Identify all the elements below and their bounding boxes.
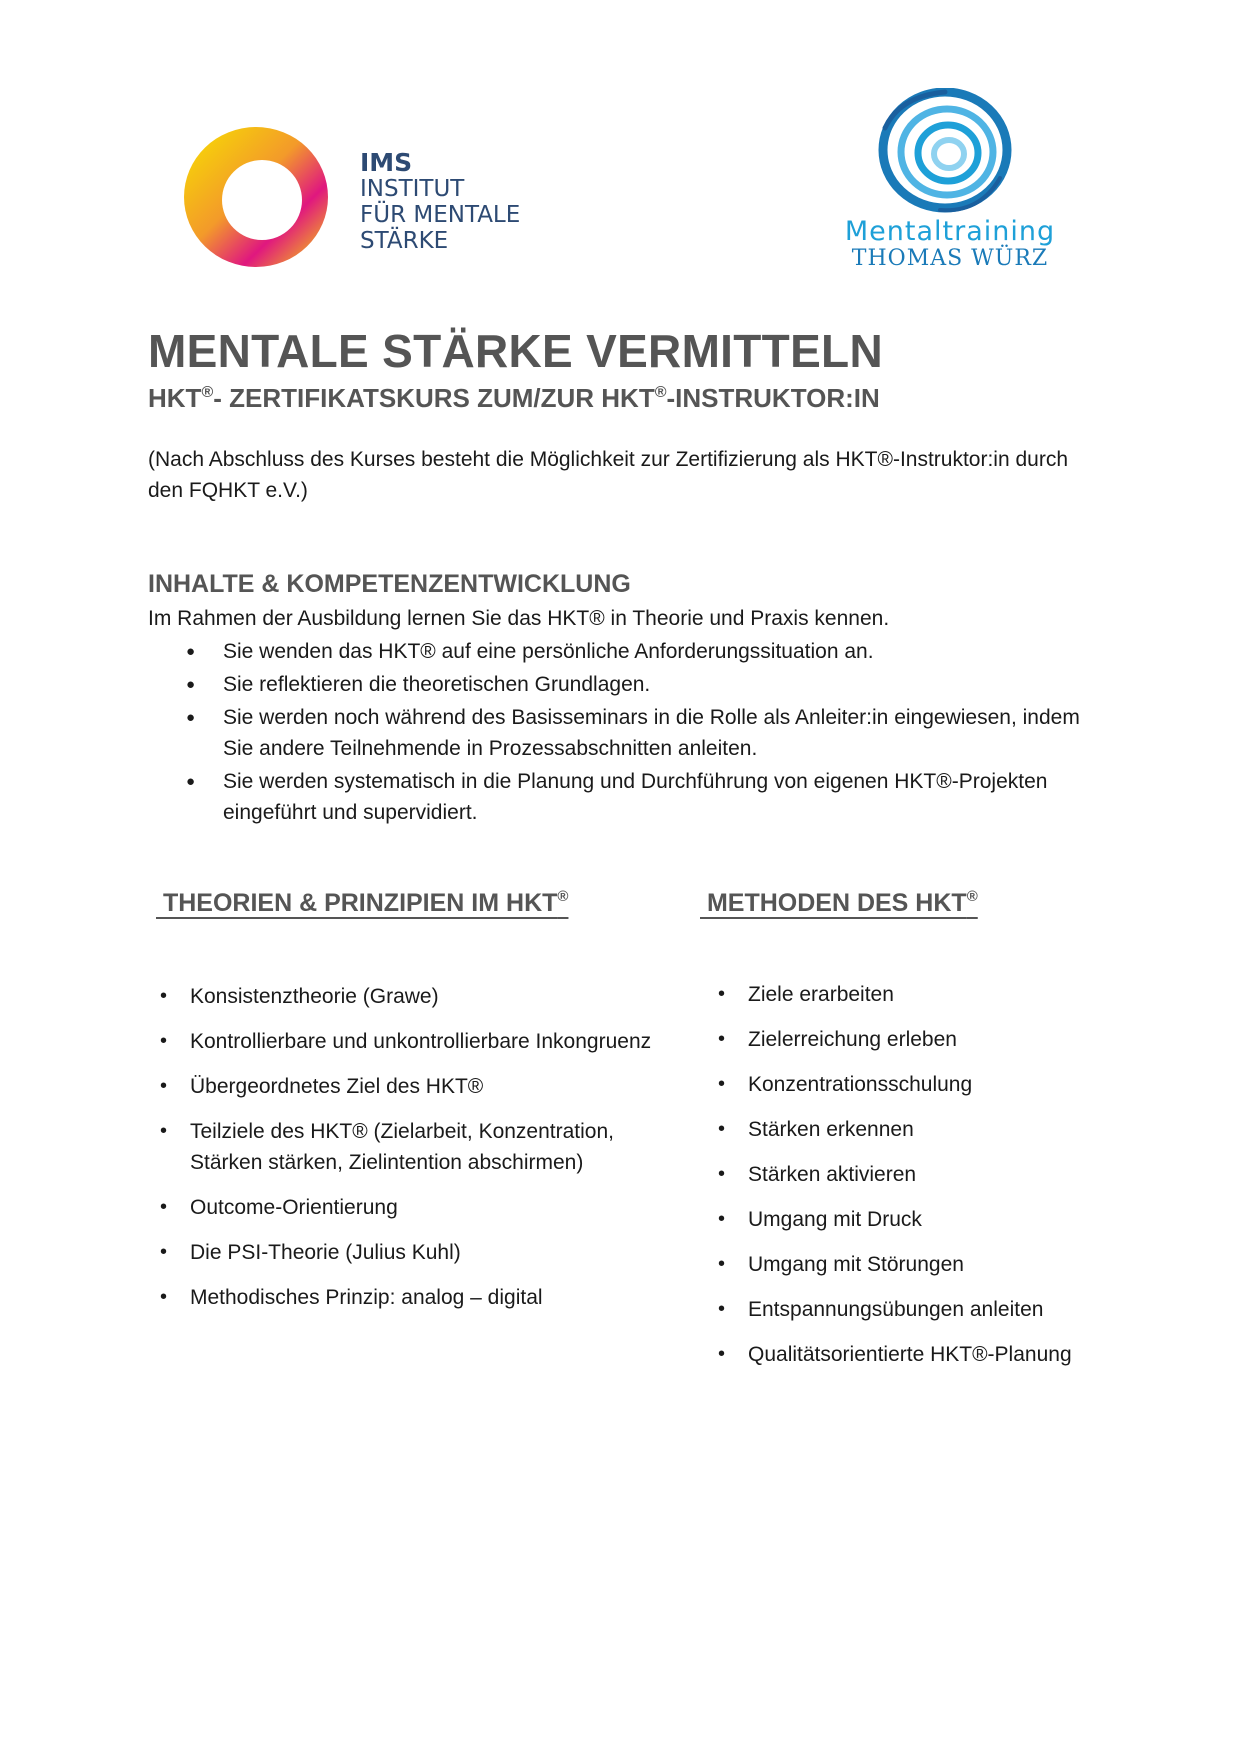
list-item: • Die PSI-Theorie (Julius Kuhl) <box>158 1237 678 1268</box>
list-item: • Stärken erkennen <box>716 1114 1086 1145</box>
methoden-list <box>716 979 1086 1384</box>
list-item: • Kontrollierbare und unkontrollierbare Inkongruenz <box>158 1026 678 1057</box>
list-item: • Outcome-Orientierung <box>158 1192 678 1223</box>
list-item: • Methodisches Prinzip: analog – digital <box>158 1282 678 1313</box>
ims-line-3: STÄRKE <box>360 228 449 254</box>
section-heading-inhalte: INHALTE & KOMPETENZENTWICKLUNG <box>148 570 631 598</box>
methoden-heading-text: METHODEN DES HKT <box>700 889 967 917</box>
ims-logo-ring <box>176 120 336 275</box>
certification-note: (Nach Abschluss des Kurses besteht die Möglichkeit zur Zertifizierung als HKT®-Instruktor:in durch den FQHKT e.V.) <box>148 448 1069 502</box>
list-item: • Ziele erarbeiten <box>716 979 1086 1010</box>
list-item: • Zielerreichung erleben <box>716 1024 1086 1055</box>
section-intro: Im Rahmen der Ausbildung lernen Sie das HKT® in Theorie und Praxis kennen. <box>148 607 890 630</box>
list-item: • Stärken aktivieren <box>716 1159 1086 1190</box>
list-item: ● Sie werden noch während des Basisseminars in die Rolle als Anleiter:in eingewiesen, indem Sie andere Teilnehmende in Prozessabschnitten anleiten. <box>148 702 1108 764</box>
list-item: • Übergeordnetes Ziel des HKT® <box>158 1071 678 1102</box>
subtitle-part-2: - ZERTIFIKATSKURS ZUM/ZUR HKT <box>213 383 655 413</box>
list-item: • Konsistenztheorie (Grawe) <box>158 981 678 1012</box>
theorien-heading-text: THEORIEN & PRINZIPIEN IM HKT <box>156 889 558 917</box>
list-item: • Umgang mit Druck <box>716 1204 1086 1235</box>
subtitle-part-1: HKT <box>148 383 202 413</box>
mentaltraining-swirl-logo <box>860 88 1030 218</box>
page-subtitle <box>148 383 880 414</box>
ims-logo-text <box>360 150 520 254</box>
registered-mark: ® <box>966 888 978 905</box>
methoden-heading <box>700 888 978 918</box>
list-item: • Teilziele des HKT® (Zielarbeit, Konzentration, Stärken stärken, Zielintention abschirmen) <box>158 1116 678 1178</box>
list-item: ● Sie reflektieren die theoretischen Grundlagen. <box>148 669 1108 700</box>
theorien-list <box>158 981 678 1327</box>
list-item: • Konzentrationsschulung <box>716 1069 1086 1100</box>
ims-abbr: IMS <box>360 148 413 177</box>
subtitle-part-3: -INSTRUKTOR:IN <box>666 383 880 413</box>
page-title: MENTALE STÄRKE VERMITTELN <box>148 325 883 377</box>
registered-mark: ® <box>557 888 569 905</box>
theorien-heading <box>156 888 568 918</box>
list-item: • Entspannungsübungen anleiten <box>716 1294 1086 1325</box>
ims-line-2: FÜR MENTALE <box>360 202 521 228</box>
list-item: ● Sie werden systematisch in die Planung und Durchführung von eigenen HKT®-Projekten eingeführt und supervidiert. <box>148 766 1108 828</box>
list-item: • Umgang mit Störungen <box>716 1249 1086 1280</box>
registered-mark: ® <box>201 384 214 401</box>
list-item: ● Sie wenden das HKT® auf eine persönliche Anforderungssituation an. <box>148 636 1108 667</box>
ims-line-1: INSTITUT <box>360 176 465 202</box>
mentaltraining-logo-name: THOMAS WÜRZ <box>851 246 1049 271</box>
list-item: • Qualitätsorientierte HKT®-Planung <box>716 1339 1086 1370</box>
registered-mark: ® <box>654 384 667 401</box>
competence-list <box>148 636 1108 830</box>
mentaltraining-logo-title: Mentaltraining <box>844 216 1056 247</box>
